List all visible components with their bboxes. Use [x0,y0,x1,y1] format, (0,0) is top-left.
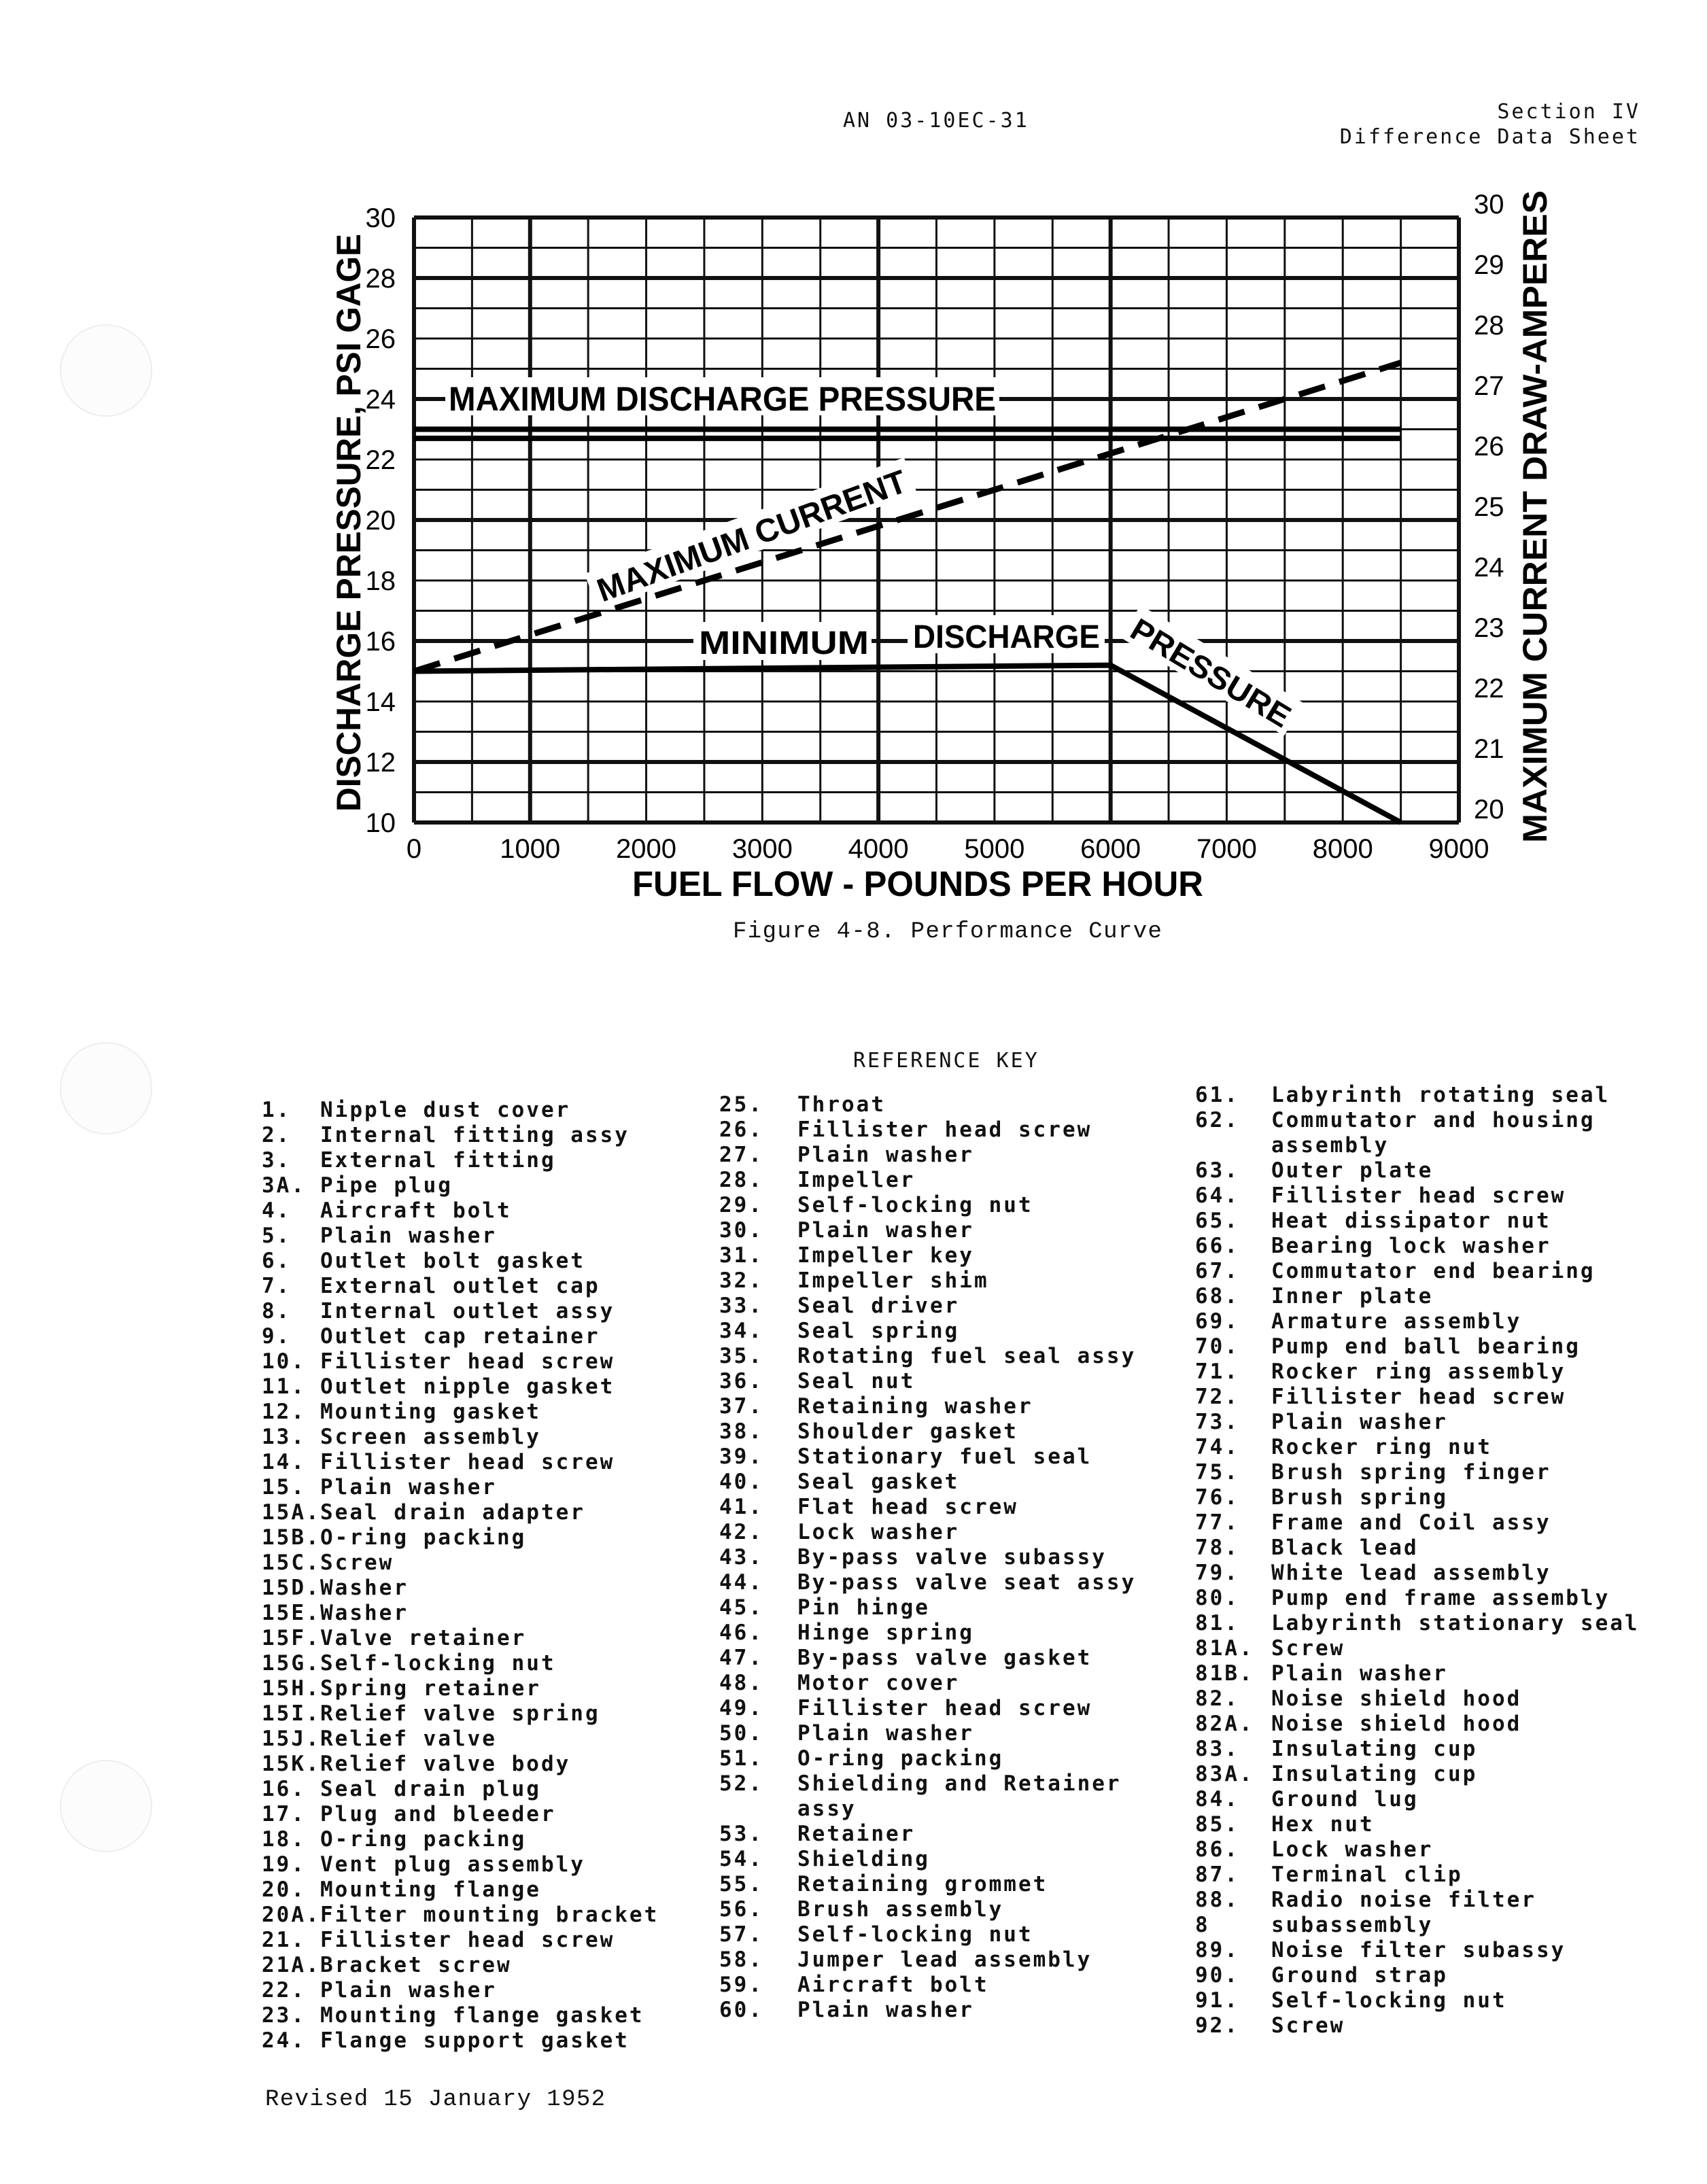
item-description: Brush spring finger [1271,1460,1551,1485]
item-number: 26. [719,1117,763,1142]
item-number: 53. [719,1822,763,1846]
item-description: External fitting [320,1148,556,1173]
item-number: 43. [719,1545,763,1570]
item-description: Outlet cap retainer [320,1324,600,1349]
performance-chart [0,0,1707,965]
item-description: Fillister head screw [1271,1183,1566,1208]
item-number: 15A. [262,1500,321,1525]
y2-tick-label: 25 [1474,492,1504,522]
item-number: 48. [719,1671,763,1695]
y-tick-label: 14 [365,687,396,717]
y-axis-title: DISCHARGE PRESSURE, PSI GAGE [330,228,368,812]
item-number: 57. [719,1922,763,1947]
item-description: Rocker ring nut [1271,1435,1492,1459]
item-number: 62. [1195,1108,1239,1132]
max-pressure-label-group [445,377,999,418]
item-description: Retaining washer [797,1394,1033,1419]
item-description: Relief valve body [320,1752,571,1776]
item-number: 64. [1195,1183,1239,1208]
item-description: Retaining grommet [797,1872,1048,1896]
item-description: External outlet cap [320,1274,600,1298]
item-number: 90. [1195,1963,1239,1988]
item-number: 76. [1195,1485,1239,1510]
item-description: Retainer [797,1822,916,1846]
figure-caption: Figure 4-8. Performance Curve [733,919,1163,945]
item-number: 8 [1195,1913,1210,1937]
item-number: 92. [1195,2013,1239,2038]
item-description: Bracket screw [320,1953,512,1977]
item-number: 23. [262,2003,306,2028]
y-tick-label: 30 [365,203,396,233]
item-number: 58. [719,1947,763,1972]
item-number: 21A. [262,1953,321,1977]
item-description: Shielding and Retainer [797,1771,1122,1796]
item-number: 60. [719,1998,763,2022]
x-tick-label: 3000 [731,834,793,864]
y2-tick-label: 29 [1474,250,1504,280]
item-description: Insulating cup [1271,1737,1478,1761]
item-number: 73. [1195,1410,1239,1434]
x-tick-label: 9000 [1428,834,1489,864]
item-description: Relief valve spring [320,1701,600,1726]
item-description: Seal spring [797,1319,960,1343]
item-description: Commutator end bearing [1271,1259,1596,1283]
item-description: By-pass valve subassy [797,1545,1107,1570]
item-description: Nipple dust cover [320,1098,571,1122]
item-description: Labyrinth stationary seal [1271,1611,1640,1635]
item-number: 42. [719,1520,763,1544]
item-number: 15I. [262,1701,321,1726]
item-number: 3. [262,1148,292,1173]
x-tick-label: 4000 [848,834,909,864]
item-number: 67. [1195,1259,1239,1283]
item-number: 7. [262,1274,292,1298]
item-description: Stationary fuel seal [797,1444,1092,1469]
item-number: 81. [1195,1611,1239,1635]
item-description: Mounting gasket [320,1400,541,1424]
max-current-label: MAXIMUM CURRENT [592,463,914,610]
item-number: 21. [262,1928,306,1952]
item-description: Fillister head screw [320,1928,615,1952]
item-number: 77. [1195,1510,1239,1535]
item-description: Shielding [797,1847,930,1871]
item-description: Brush assembly [797,1897,1004,1922]
sheet-label: Difference Data Sheet [1339,125,1640,149]
item-description: Fillister head screw [1271,1385,1566,1409]
item-description: Plain washer [320,1475,497,1500]
chart-grid [414,218,1459,822]
item-number: 44. [719,1570,763,1595]
item-number: 56. [719,1897,763,1922]
item-description: assy [797,1797,857,1821]
revision-date: Revised 15 January 1952 [265,2087,606,2113]
item-number: 39. [719,1444,763,1469]
item-number: 19. [262,1852,306,1877]
item-number: 83A. [1195,1762,1254,1786]
item-number: 24. [262,2028,306,2053]
item-number: 84. [1195,1787,1239,1812]
item-number: 20A. [262,1903,321,1927]
item-description: O-ring packing [797,1746,1004,1771]
item-description: Radio noise filter [1271,1888,1536,1912]
chart-series [414,363,1401,822]
item-description: By-pass valve gasket [797,1646,1092,1670]
item-description: Filter mounting bracket [320,1903,659,1927]
item-number: 50. [719,1721,763,1746]
item-description: Fillister head screw [797,1696,1092,1720]
item-number: 65. [1195,1209,1239,1233]
item-description: Heat dissipator nut [1271,1209,1551,1233]
item-description: Aircraft bolt [797,1973,989,1997]
item-description: assembly [1271,1133,1390,1158]
item-description: Bearing lock washer [1271,1234,1551,1258]
item-number: 38. [719,1419,763,1444]
item-number: 51. [719,1746,763,1771]
item-description: Ground lug [1271,1787,1419,1812]
item-number: 54. [719,1847,763,1871]
item-description: Noise filter subassy [1271,1938,1566,1962]
item-number: 5. [262,1224,292,1248]
item-number: 2. [262,1123,292,1147]
item-description: Relief valve [320,1727,497,1751]
item-description: Terminal clip [1271,1862,1463,1887]
y-tick-label: 26 [365,324,396,354]
item-description: Rocker ring assembly [1271,1359,1566,1384]
item-description: Mounting flange gasket [320,2003,644,2028]
item-number: 81A. [1195,1636,1254,1661]
punch-hole [60,1760,152,1852]
item-number: 3A. [262,1173,306,1198]
y-tick-label: 24 [365,385,396,415]
item-description: By-pass valve seat assy [797,1570,1137,1595]
item-description: Plain washer [797,1218,974,1243]
item-description: Outlet nipple gasket [320,1374,615,1399]
item-description: Plain washer [797,1143,974,1167]
item-number: 79. [1195,1561,1239,1585]
item-number: 15D. [262,1576,321,1600]
item-description: Pipe plug [320,1173,453,1198]
item-number: 17. [262,1802,306,1826]
y-tick-label: 18 [365,566,396,596]
x-tick-label: 6000 [1080,834,1141,864]
item-description: Ground strap [1271,1963,1448,1988]
item-number: 15K. [262,1752,321,1776]
item-number: 4. [262,1198,292,1223]
item-description: Hex nut [1271,1812,1375,1837]
item-number: 15G. [262,1651,321,1676]
item-number: 80. [1195,1586,1239,1610]
item-description: Rotating fuel seal assy [797,1344,1137,1368]
item-number: 83. [1195,1737,1239,1761]
item-number: 15J. [262,1727,321,1751]
item-description: Plain washer [320,1978,497,2003]
item-description: Seal drain plug [320,1777,541,1801]
item-description: Brush spring [1271,1485,1448,1510]
item-number: 15F. [262,1626,321,1650]
item-number: 20. [262,1877,306,1902]
item-number: 82A. [1195,1712,1254,1736]
item-description: Screen assembly [320,1425,541,1449]
item-description: O-ring packing [320,1827,527,1852]
min-pressure-label-2: DISCHARGE [913,619,1100,655]
item-description: Screw [320,1550,394,1575]
document-number: AN 03-10EC-31 [843,109,1029,133]
item-description: Impeller key [797,1243,974,1268]
item-number: 34. [719,1319,763,1343]
item-number: 74. [1195,1435,1239,1459]
item-description: Outer plate [1271,1158,1434,1183]
item-description: Spring retainer [320,1676,541,1701]
item-number: 45. [719,1595,763,1620]
reference-key-title: REFERENCE KEY [853,1049,1039,1073]
item-number: 15B. [262,1525,321,1550]
item-number: 69. [1195,1309,1239,1334]
item-description: Lock washer [1271,1837,1434,1862]
item-description: Seal nut [797,1369,916,1393]
min-pressure-label-group [693,615,1105,661]
item-number: 36. [719,1369,763,1393]
item-number: 9. [262,1324,292,1349]
y2-tick-label: 21 [1474,734,1504,764]
item-description: Insulating cup [1271,1762,1478,1786]
item-number: 37. [719,1394,763,1419]
item-number: 18. [262,1827,306,1852]
item-number: 33. [719,1294,763,1318]
y2-tick-label: 22 [1474,674,1504,704]
item-description: Plain washer [1271,1410,1448,1434]
item-number: 61. [1195,1083,1239,1107]
item-number: 55. [719,1872,763,1896]
item-number: 27. [719,1143,763,1167]
max-pressure-label: MAXIMUM DISCHARGE PRESSURE [449,380,996,418]
item-description: Commutator and housing [1271,1108,1596,1132]
item-description: Lock washer [797,1520,960,1544]
item-number: 63. [1195,1158,1239,1183]
item-number: 10. [262,1349,306,1374]
item-number: 78. [1195,1536,1239,1560]
item-description: Impeller shim [797,1268,989,1293]
y2-axis-title: MAXIMUM CURRENT DRAW-AMPERES [1516,209,1554,843]
max-current-label-group [585,457,918,611]
item-description: Pump end frame assembly [1271,1586,1610,1610]
item-description: Plain washer [1271,1661,1448,1686]
item-description: Self-locking nut [320,1651,556,1676]
item-number: 86. [1195,1837,1239,1862]
item-description: Screw [1271,2013,1345,2038]
item-description: Seal driver [797,1294,960,1318]
item-description: Outlet bolt gasket [320,1249,585,1273]
x-tick-label: 1000 [500,834,561,864]
x-tick-label: 5000 [964,834,1025,864]
item-number: 1. [262,1098,292,1122]
item-description: Noise shield hood [1271,1712,1522,1736]
item-number: 91. [1195,1988,1239,2013]
item-description: Flat head screw [797,1495,1018,1519]
y-tick-label: 10 [365,808,396,838]
item-description: Seal gasket [797,1470,960,1494]
item-description: Self-locking nut [797,1922,1033,1947]
item-description: Seal drain adapter [320,1500,585,1525]
item-number: 46. [719,1620,763,1645]
item-number: 35. [719,1344,763,1368]
item-description: O-ring packing [320,1525,527,1550]
item-number: 82. [1195,1686,1239,1711]
item-description: subassembly [1271,1913,1434,1937]
item-description: Mounting flange [320,1877,541,1902]
item-number: 16. [262,1777,306,1801]
item-number: 70. [1195,1334,1239,1359]
item-description: Internal outlet assy [320,1299,615,1323]
item-description: Pump end ball bearing [1271,1334,1581,1359]
item-number: 28. [719,1168,763,1192]
y2-tick-label: 24 [1474,553,1504,583]
item-number: 87. [1195,1862,1239,1887]
item-description: Self-locking nut [1271,1988,1507,2013]
min-pressure-label-1: MINIMUM [699,625,869,661]
item-description: Flange support gasket [320,2028,630,2053]
item-description: Fillister head screw [320,1450,615,1474]
item-description: Plug and bleeder [320,1802,556,1826]
item-number: 30. [719,1218,763,1243]
item-number: 88. [1195,1888,1239,1912]
item-number: 89. [1195,1938,1239,1962]
item-description: Noise shield hood [1271,1686,1522,1711]
x-tick-label: 2000 [616,834,677,864]
y2-tick-label: 27 [1474,371,1504,401]
item-number: 12. [262,1400,306,1424]
item-number: 32. [719,1268,763,1293]
item-description: Inner plate [1271,1284,1434,1308]
item-description: Pin hinge [797,1595,930,1620]
item-description: Hinge spring [797,1620,974,1645]
item-description: Valve retainer [320,1626,527,1650]
item-number: 22. [262,1978,306,2003]
item-number: 14. [262,1450,306,1474]
item-description: Fillister head screw [320,1349,615,1374]
punch-hole [60,1042,152,1134]
item-description: Throat [797,1092,886,1117]
item-number: 68. [1195,1284,1239,1308]
item-description: Vent plug assembly [320,1852,585,1877]
x-tick-label: 7000 [1196,834,1257,864]
item-number: 41. [719,1495,763,1519]
item-number: 15C. [262,1550,321,1575]
item-description: Plain washer [797,1998,974,2022]
y2-tick-label: 23 [1474,613,1504,643]
item-description: Plain washer [320,1224,497,1248]
item-number: 52. [719,1771,763,1796]
y-tick-label: 20 [365,506,396,536]
item-number: 66. [1195,1234,1239,1258]
item-number: 15H. [262,1676,321,1701]
item-number: 31. [719,1243,763,1268]
item-description: Labyrinth rotating seal [1271,1083,1610,1107]
item-number: 29. [719,1193,763,1217]
item-description: Fillister head screw [797,1117,1092,1142]
item-number: 71. [1195,1359,1239,1384]
item-number: 81B. [1195,1661,1254,1686]
y2-tick-label: 30 [1474,190,1504,220]
y2-tick-label: 28 [1474,311,1504,341]
item-number: 13. [262,1425,306,1449]
item-description: Armature assembly [1271,1309,1522,1334]
item-number: 25. [719,1092,763,1117]
item-description: Self-locking nut [797,1193,1033,1217]
y-tick-label: 28 [365,264,396,294]
item-description: Black lead [1271,1536,1419,1560]
item-description: Plain washer [797,1721,974,1746]
item-number: 72. [1195,1385,1239,1409]
item-number: 85. [1195,1812,1239,1837]
item-description: Jumper lead assembly [797,1947,1092,1972]
y-tick-label: 12 [365,748,396,778]
item-description: Shoulder gasket [797,1419,1018,1444]
item-number: 59. [719,1973,763,1997]
item-description: Aircraft bolt [320,1198,512,1223]
x-tick-label: 8000 [1312,834,1373,864]
item-description: White lead assembly [1271,1561,1551,1585]
item-description: Washer [320,1576,409,1600]
item-number: 49. [719,1696,763,1720]
x-tick-label: 0 [406,834,422,864]
item-number: 11. [262,1374,306,1399]
item-number: 6. [262,1249,292,1273]
item-number: 40. [719,1470,763,1494]
item-number: 75. [1195,1460,1239,1485]
section-label: Section IV [1497,100,1640,124]
item-number: 47. [719,1646,763,1670]
x-axis-title: FUEL FLOW - POUNDS PER HOUR [632,865,1203,904]
item-description: Screw [1271,1636,1345,1661]
item-number: 8. [262,1299,292,1323]
item-description: Impeller [797,1168,916,1192]
y2-tick-label: 20 [1474,795,1504,825]
item-description: Internal fitting assy [320,1123,630,1147]
item-description: Motor cover [797,1671,960,1695]
item-number: 15E. [262,1601,321,1625]
y2-tick-label: 26 [1474,432,1504,462]
item-description: Washer [320,1601,409,1625]
min-pressure-label-3: PRESSURE [1124,611,1290,731]
item-description: Frame and Coil assy [1271,1510,1551,1535]
y-tick-label: 22 [365,445,396,475]
y-tick-label: 16 [365,627,396,657]
item-number: 15. [262,1475,306,1500]
